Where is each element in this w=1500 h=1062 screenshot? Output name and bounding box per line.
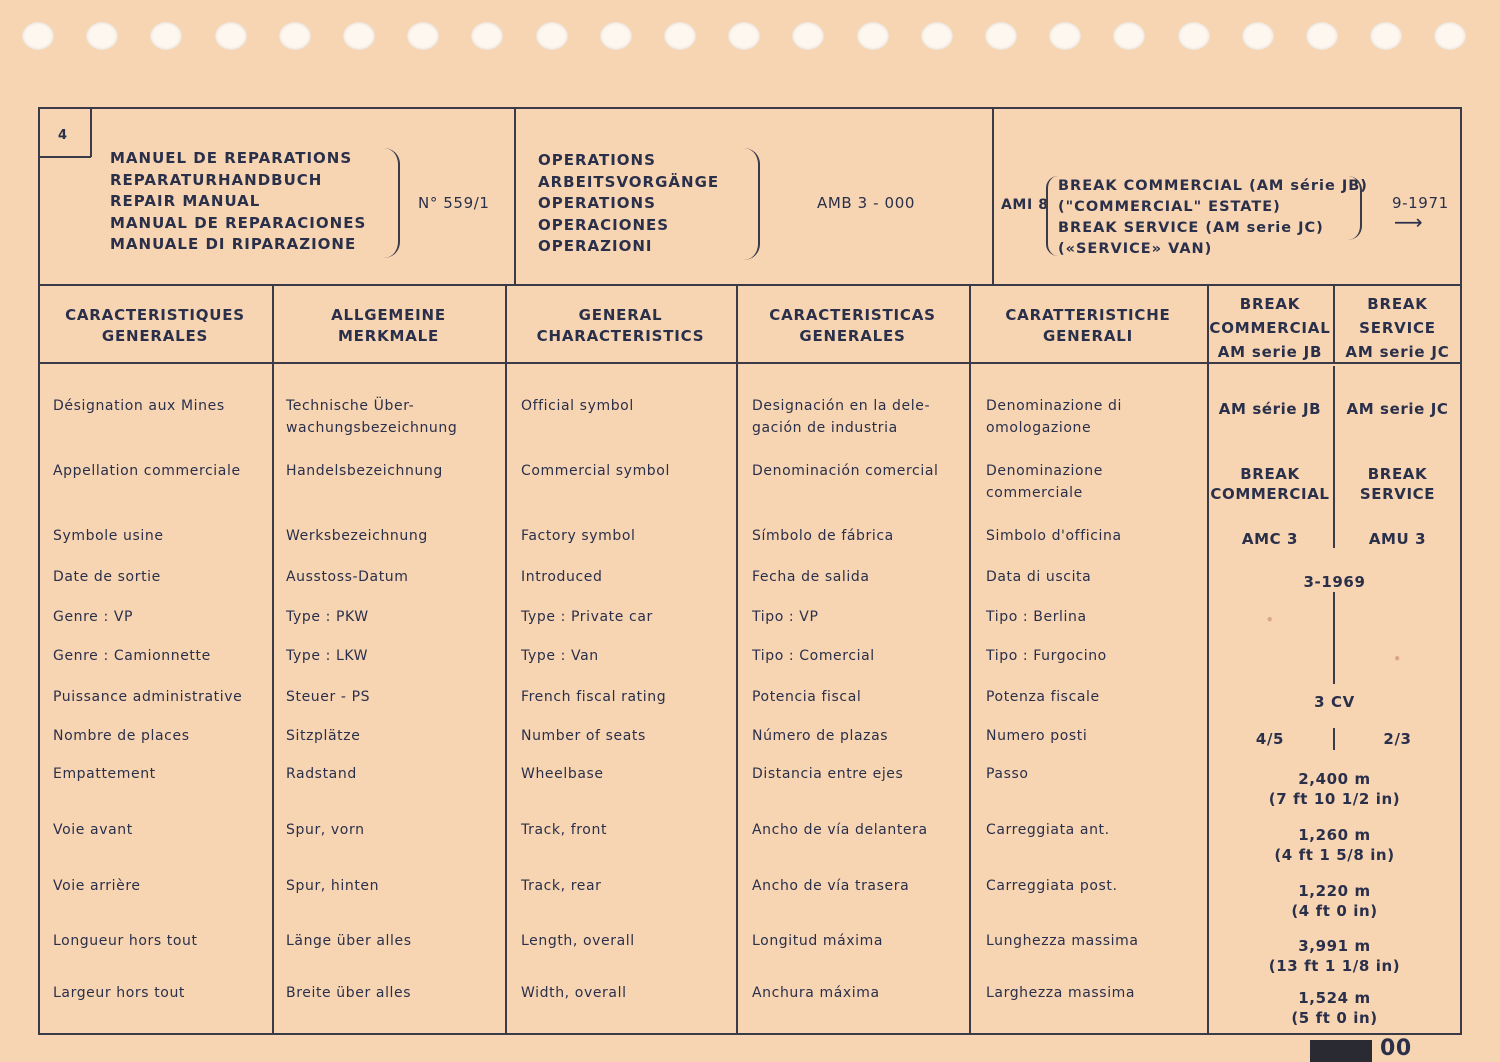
cell-de: Handelsbezeichnung xyxy=(286,463,443,479)
header-line: REPAIR MANUAL xyxy=(110,192,261,210)
binder-hole xyxy=(985,22,1017,50)
issue-date: 9-1971 xyxy=(1392,194,1449,212)
cell-fr: Longueur hors tout xyxy=(53,933,198,949)
value-both: 3 CV xyxy=(1314,693,1355,711)
cell-it: Carreggiata ant. xyxy=(986,822,1110,838)
cell-de: Radstand xyxy=(286,766,357,782)
cell-es: Denominación comercial xyxy=(752,463,939,479)
cell-it: Denominazione commerciale xyxy=(986,463,1103,501)
value-jb: AMC 3 xyxy=(1241,530,1299,548)
column-header-line: AM serie JB xyxy=(1217,343,1323,361)
cell-en: Factory symbol xyxy=(521,528,636,544)
binder-hole xyxy=(22,22,54,50)
cell-fr: Genre : Camionnette xyxy=(53,648,211,664)
cell-en: Commercial symbol xyxy=(521,463,670,479)
binder-holes xyxy=(0,22,1500,54)
column-header xyxy=(272,305,505,347)
cell-es: Longitud máxima xyxy=(752,933,884,949)
operations-brace xyxy=(744,148,760,260)
cell-it: Data di uscita xyxy=(986,569,1092,585)
binder-hole xyxy=(343,22,375,50)
header-separator xyxy=(992,107,994,285)
value-jc: BREAK SERVICE xyxy=(1359,465,1436,503)
value-jc: AM serie JC xyxy=(1346,400,1449,418)
column-header xyxy=(38,305,272,347)
header-line: («SERVICE» VAN) xyxy=(1058,241,1213,257)
header-line: OPERATIONS xyxy=(538,151,656,169)
cell-es: Potencia fiscal xyxy=(752,689,862,705)
cell-es: Distancia entre ejes xyxy=(752,766,904,782)
binder-hole xyxy=(728,22,760,50)
value-jc: • xyxy=(1393,652,1402,666)
cell-es: Designación en la dele- gación de industria xyxy=(752,398,931,436)
cell-de: Länge über alles xyxy=(286,933,412,949)
cell-fr: Désignation aux Mines xyxy=(53,398,225,414)
cell-en: Introduced xyxy=(521,569,603,585)
binder-hole xyxy=(600,22,632,50)
cell-fr: Voie avant xyxy=(53,822,133,838)
column-header xyxy=(505,305,736,347)
header-line: REPARATURHANDBUCH xyxy=(110,170,323,189)
cell-fr: Appellation commerciale xyxy=(53,463,241,479)
page-box-line xyxy=(38,156,91,158)
binder-hole xyxy=(857,22,889,50)
cell-it: Tipo : Berlina xyxy=(986,609,1087,625)
cell-it: Tipo : Furgocino xyxy=(986,648,1107,664)
binder-hole xyxy=(1370,22,1402,50)
column-header-line: BREAK xyxy=(1239,295,1301,313)
cell-fr: Largeur hors tout xyxy=(53,985,186,1001)
cell-it: Denominazione di omologazione xyxy=(986,398,1122,436)
value-divider xyxy=(1333,366,1335,546)
operations-titles xyxy=(538,150,719,258)
value-divider xyxy=(1333,592,1335,684)
binder-hole xyxy=(1113,22,1145,50)
column-separator xyxy=(272,284,274,1035)
value-jc: 2/3 xyxy=(1383,730,1412,748)
column-header-line: CHARACTERISTICS xyxy=(536,327,705,345)
binder-hole xyxy=(150,22,182,50)
cell-de: Breite über alles xyxy=(286,985,412,1001)
binder-hole xyxy=(279,22,311,50)
page-number: 4 xyxy=(58,128,68,143)
cell-en: Width, overall xyxy=(521,985,627,1001)
cell-it: Passo xyxy=(986,766,1029,782)
cell-en: French fiscal rating xyxy=(521,689,667,705)
header-line: ARBEITSVORGÄNGE xyxy=(538,172,720,191)
column-header-line: COMMERCIAL xyxy=(1209,319,1331,337)
cell-es: Tipo : VP xyxy=(752,609,819,625)
column-header-line: CARACTERISTICAS xyxy=(769,306,936,324)
cell-en: Type : Private car xyxy=(521,609,653,625)
header-divider xyxy=(38,284,1462,286)
footer-code: 00 xyxy=(1380,1036,1412,1061)
cell-it: Carreggiata post. xyxy=(986,878,1118,894)
cell-de: Ausstoss-Datum xyxy=(286,569,409,585)
column-header-line: CARATTERISTICHE xyxy=(1005,306,1171,324)
column-header xyxy=(969,305,1207,347)
manual-number: N° 559/1 xyxy=(418,194,490,212)
header-separator xyxy=(514,107,516,285)
cell-fr: Empattement xyxy=(53,766,156,782)
binder-hole xyxy=(536,22,568,50)
value-both: 3,991 m (13 ft 1 1/8 in) xyxy=(1268,937,1401,975)
value-both: 2,400 m (7 ft 10 1/2 in) xyxy=(1268,770,1401,808)
cell-fr: Puissance administrative xyxy=(53,689,243,705)
column-header-line: GENERALES xyxy=(799,327,906,345)
header-line: OPERACIONES xyxy=(538,215,670,234)
column-header-line: SERVICE xyxy=(1359,319,1436,337)
cell-de: Spur, vorn xyxy=(286,822,365,838)
column-header-line: MERKMALE xyxy=(337,327,440,345)
manual-titles xyxy=(110,148,366,256)
column-header-line: CARACTERISTIQUES xyxy=(65,306,245,324)
manual-brace xyxy=(384,148,400,258)
column-header xyxy=(1333,292,1462,364)
header-line: BREAK SERVICE (AM serie JC) xyxy=(1058,220,1324,236)
header-line: OPERATIONS xyxy=(538,194,656,212)
cell-en: Number of seats xyxy=(521,728,646,744)
column-header xyxy=(736,305,969,347)
value-jb: AM série JB xyxy=(1218,400,1322,418)
column-separator xyxy=(736,284,738,1035)
value-jc: AMU 3 xyxy=(1368,530,1427,548)
cell-it: Larghezza massima xyxy=(986,985,1136,1001)
value-both: 1,220 m (4 ft 0 in) xyxy=(1291,882,1378,920)
cell-es: Anchura máxima xyxy=(752,985,880,1001)
cell-de: Type : PKW xyxy=(286,609,369,625)
cell-es: Número de plazas xyxy=(752,728,889,744)
binder-hole xyxy=(1306,22,1338,50)
header-line: OPERAZIONI xyxy=(538,237,653,255)
column-header-line: GENERALI xyxy=(1042,327,1134,345)
binder-hole xyxy=(1178,22,1210,50)
header-line: MANUALE DI RIPARAZIONE xyxy=(110,235,357,253)
cell-es: Símbolo de fábrica xyxy=(752,528,894,544)
cell-de: Sitzplätze xyxy=(286,728,361,744)
cell-fr: Date de sortie xyxy=(53,569,161,585)
binder-hole xyxy=(1434,22,1466,50)
binder-hole xyxy=(792,22,824,50)
footer-bar xyxy=(1310,1040,1372,1062)
cell-en: Type : Van xyxy=(521,648,599,664)
cell-es: Ancho de vía delantera xyxy=(752,822,928,838)
cell-de: Type : LKW xyxy=(286,648,369,664)
cell-de: Spur, hinten xyxy=(286,878,380,894)
operation-code: AMB 3 - 000 xyxy=(817,194,915,212)
cell-de: Steuer - PS xyxy=(286,689,371,705)
cell-en: Track, front xyxy=(521,822,608,838)
column-separator xyxy=(969,284,971,1035)
value-both: 1,260 m (4 ft 1 5/8 in) xyxy=(1274,826,1395,864)
binder-hole xyxy=(215,22,247,50)
header-line: BREAK COMMERCIAL (AM série JB) xyxy=(1058,178,1368,194)
cell-es: Ancho de vía trasera xyxy=(752,878,910,894)
cell-it: Simbolo d'officina xyxy=(986,528,1122,544)
header-line: MANUAL DE REPARACIONES xyxy=(110,213,367,232)
binder-hole xyxy=(1049,22,1081,50)
model-name: AMI 8 xyxy=(1001,197,1049,213)
cell-it: Numero posti xyxy=(986,728,1088,744)
column-header-line: AM serie JC xyxy=(1345,343,1450,361)
value-jb: BREAK COMMERCIAL xyxy=(1210,465,1330,503)
header-line: MANUEL DE REPARATIONS xyxy=(110,149,353,167)
binder-hole xyxy=(86,22,118,50)
binder-hole xyxy=(471,22,503,50)
cell-fr: Symbole usine xyxy=(53,528,164,544)
column-separator xyxy=(505,284,507,1035)
binder-hole xyxy=(407,22,439,50)
model-brace xyxy=(1046,176,1058,256)
column-header-line: GENERAL xyxy=(578,306,663,324)
cell-fr: Nombre de places xyxy=(53,728,190,744)
page-box-line xyxy=(90,107,92,157)
value-both: 3-1969 xyxy=(1303,573,1366,591)
cell-es: Fecha de salida xyxy=(752,569,870,585)
model-lines xyxy=(1058,176,1368,260)
header-line: ("COMMERCIAL" ESTATE) xyxy=(1058,199,1281,215)
column-separator xyxy=(1207,284,1209,1035)
value-jb: 4/5 xyxy=(1255,730,1285,748)
cell-en: Track, rear xyxy=(521,878,602,894)
binder-hole xyxy=(1242,22,1274,50)
binder-hole xyxy=(921,22,953,50)
arrow-icon: ⟶ xyxy=(1394,210,1424,234)
column-header xyxy=(1207,292,1333,364)
cell-en: Official symbol xyxy=(521,398,634,414)
cell-en: Length, overall xyxy=(521,933,635,949)
cell-it: Potenza fiscale xyxy=(986,689,1100,705)
cell-fr: Genre : VP xyxy=(53,609,134,625)
cell-en: Wheelbase xyxy=(521,766,604,782)
cell-de: Technische Über- wachungsbezeichnung xyxy=(286,398,458,436)
cell-fr: Voie arrière xyxy=(53,878,141,894)
binder-hole xyxy=(664,22,696,50)
column-header-line: GENERALES xyxy=(101,327,209,345)
cell-it: Lunghezza massima xyxy=(986,933,1139,949)
cell-de: Werksbezeichnung xyxy=(286,528,428,544)
value-both: 1,524 m (5 ft 0 in) xyxy=(1291,989,1378,1027)
column-header-line: BREAK xyxy=(1367,295,1428,313)
cell-es: Tipo : Comercial xyxy=(752,648,875,664)
column-header-line: ALLGEMEINE xyxy=(331,306,446,324)
model-brace-right xyxy=(1348,176,1362,240)
value-jb: • xyxy=(1265,613,1275,627)
